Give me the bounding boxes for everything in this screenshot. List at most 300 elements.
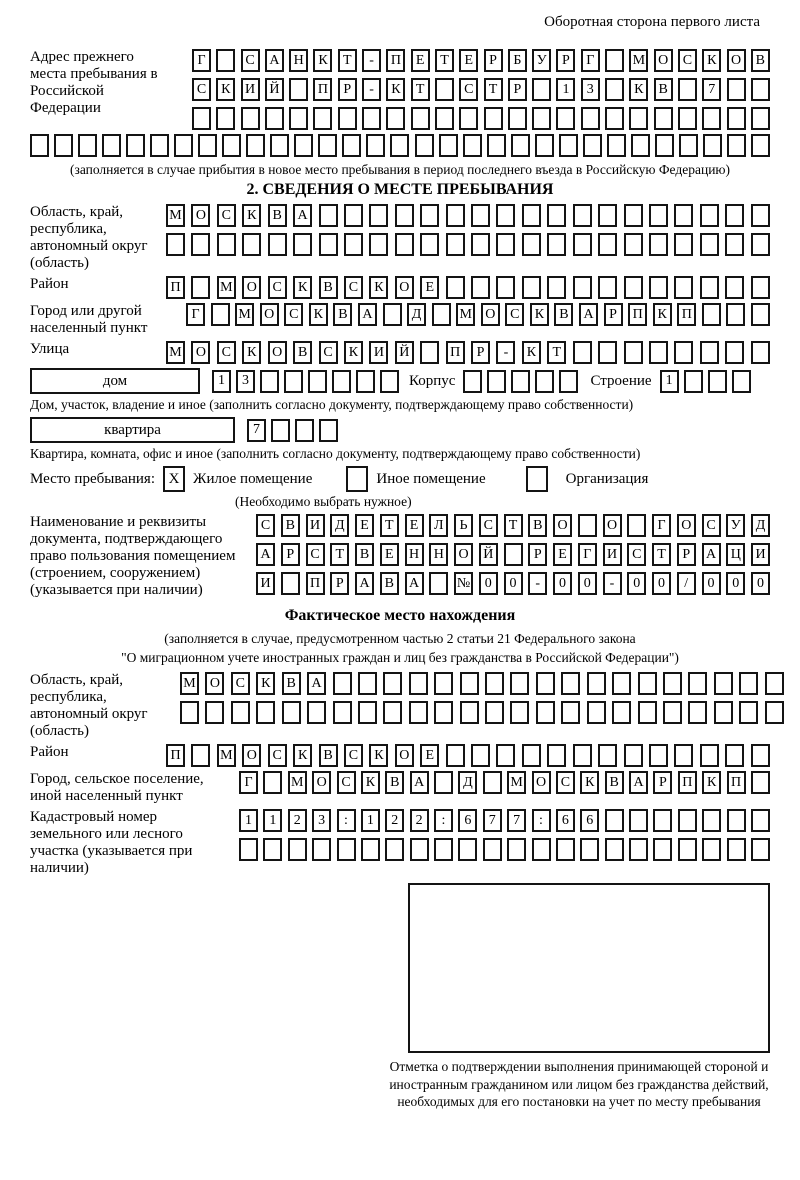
char-cell[interactable] <box>751 204 770 227</box>
char-cell[interactable] <box>483 771 502 794</box>
char-cell[interactable] <box>246 134 265 157</box>
char-cell[interactable] <box>624 341 643 364</box>
char-cell[interactable] <box>598 276 617 299</box>
char-cell[interactable] <box>561 672 580 695</box>
char-cell[interactable]: 0 <box>652 572 671 595</box>
char-cell[interactable] <box>446 233 465 256</box>
char-cell[interactable] <box>415 134 434 157</box>
char-cell[interactable]: 1 <box>556 78 575 101</box>
char-cell[interactable]: В <box>282 672 301 695</box>
char-cell[interactable]: 7 <box>507 809 526 832</box>
char-cell[interactable] <box>700 276 719 299</box>
char-cell[interactable] <box>446 204 465 227</box>
char-cell[interactable]: С <box>344 276 363 299</box>
char-cell[interactable] <box>649 744 668 767</box>
char-cell[interactable]: Г <box>581 49 600 72</box>
char-cell[interactable] <box>434 701 453 724</box>
char-cell[interactable] <box>725 233 744 256</box>
char-cell[interactable]: И <box>369 341 388 364</box>
char-cell[interactable] <box>463 370 482 393</box>
char-cell[interactable]: Н <box>405 543 424 566</box>
char-cell[interactable]: 2 <box>410 809 429 832</box>
char-cell[interactable]: Д <box>751 514 770 537</box>
char-cell[interactable]: Д <box>407 303 426 326</box>
char-cell[interactable]: 6 <box>580 809 599 832</box>
char-cell[interactable] <box>532 78 551 101</box>
char-cell[interactable]: К <box>309 303 328 326</box>
char-cell[interactable] <box>337 838 356 861</box>
char-cell[interactable] <box>573 204 592 227</box>
char-cell[interactable] <box>434 838 453 861</box>
char-cell[interactable] <box>663 701 682 724</box>
char-cell[interactable]: О <box>454 543 473 566</box>
char-cell[interactable] <box>765 672 784 695</box>
char-cell[interactable] <box>556 107 575 130</box>
char-cell[interactable] <box>191 744 210 767</box>
char-cell[interactable]: Р <box>281 543 300 566</box>
char-cell[interactable] <box>751 233 770 256</box>
char-cell[interactable]: В <box>268 204 287 227</box>
char-cell[interactable] <box>629 809 648 832</box>
house-type-box[interactable]: дом <box>30 368 200 394</box>
char-cell[interactable] <box>751 744 770 767</box>
char-cell[interactable]: В <box>385 771 404 794</box>
char-cell[interactable]: Г <box>578 543 597 566</box>
char-cell[interactable] <box>598 341 617 364</box>
char-cell[interactable] <box>765 701 784 724</box>
char-cell[interactable] <box>751 134 770 157</box>
char-cell[interactable] <box>725 276 744 299</box>
char-cell[interactable] <box>284 370 303 393</box>
char-cell[interactable]: А <box>629 771 648 794</box>
char-cell[interactable]: Г <box>652 514 671 537</box>
char-cell[interactable]: С <box>479 514 498 537</box>
char-cell[interactable] <box>191 233 210 256</box>
char-cell[interactable] <box>581 107 600 130</box>
char-cell[interactable] <box>383 701 402 724</box>
char-cell[interactable]: 2 <box>385 809 404 832</box>
char-cell[interactable] <box>333 672 352 695</box>
char-cell[interactable]: 6 <box>556 809 575 832</box>
char-cell[interactable] <box>344 204 363 227</box>
char-cell[interactable]: В <box>281 514 300 537</box>
char-cell[interactable]: И <box>751 543 770 566</box>
char-cell[interactable]: Д <box>458 771 477 794</box>
char-cell[interactable] <box>369 233 388 256</box>
char-cell[interactable] <box>624 744 643 767</box>
char-cell[interactable]: К <box>702 49 721 72</box>
char-cell[interactable] <box>688 701 707 724</box>
char-cell[interactable]: В <box>380 572 399 595</box>
char-cell[interactable] <box>295 419 314 442</box>
char-cell[interactable] <box>522 744 541 767</box>
char-cell[interactable] <box>522 204 541 227</box>
char-cell[interactable]: Й <box>265 78 284 101</box>
char-cell[interactable]: 0 <box>726 572 745 595</box>
char-cell[interactable]: С <box>556 771 575 794</box>
char-cell[interactable] <box>624 233 643 256</box>
char-cell[interactable]: Т <box>652 543 671 566</box>
char-cell[interactable] <box>282 701 301 724</box>
char-cell[interactable] <box>561 701 580 724</box>
char-cell[interactable] <box>536 701 555 724</box>
char-cell[interactable] <box>242 233 261 256</box>
char-cell[interactable]: 7 <box>483 809 502 832</box>
char-cell[interactable] <box>439 134 458 157</box>
char-cell[interactable] <box>727 107 746 130</box>
char-cell[interactable] <box>504 543 523 566</box>
char-cell[interactable]: О <box>395 276 414 299</box>
char-cell[interactable] <box>751 341 770 364</box>
char-cell[interactable] <box>211 303 230 326</box>
char-cell[interactable] <box>383 672 402 695</box>
char-cell[interactable] <box>471 744 490 767</box>
char-cell[interactable]: Т <box>330 543 349 566</box>
char-cell[interactable]: М <box>166 204 185 227</box>
char-cell[interactable] <box>605 107 624 130</box>
char-cell[interactable] <box>739 701 758 724</box>
char-cell[interactable] <box>319 233 338 256</box>
char-cell[interactable]: Е <box>411 49 430 72</box>
char-cell[interactable] <box>511 134 530 157</box>
char-cell[interactable] <box>700 744 719 767</box>
char-cell[interactable]: С <box>256 514 275 537</box>
char-cell[interactable]: Р <box>677 543 696 566</box>
char-cell[interactable] <box>263 838 282 861</box>
char-cell[interactable] <box>487 370 506 393</box>
char-cell[interactable] <box>725 341 744 364</box>
char-cell[interactable]: Т <box>504 514 523 537</box>
char-cell[interactable] <box>459 107 478 130</box>
char-cell[interactable] <box>420 341 439 364</box>
char-cell[interactable]: М <box>235 303 254 326</box>
char-cell[interactable]: К <box>369 744 388 767</box>
char-cell[interactable] <box>411 107 430 130</box>
char-cell[interactable]: Г <box>239 771 258 794</box>
char-cell[interactable] <box>460 701 479 724</box>
char-cell[interactable] <box>700 233 719 256</box>
char-cell[interactable]: О <box>481 303 500 326</box>
char-cell[interactable]: Е <box>420 276 439 299</box>
char-cell[interactable]: С <box>337 771 356 794</box>
char-cell[interactable] <box>702 809 721 832</box>
char-cell[interactable]: Л <box>429 514 448 537</box>
char-cell[interactable] <box>587 672 606 695</box>
char-cell[interactable] <box>638 672 657 695</box>
char-cell[interactable]: В <box>528 514 547 537</box>
char-cell[interactable] <box>420 233 439 256</box>
char-cell[interactable]: П <box>166 744 185 767</box>
char-cell[interactable] <box>605 49 624 72</box>
char-cell[interactable]: 7 <box>702 78 721 101</box>
char-cell[interactable]: О <box>268 341 287 364</box>
char-cell[interactable] <box>435 78 454 101</box>
char-cell[interactable]: К <box>313 49 332 72</box>
char-cell[interactable] <box>725 744 744 767</box>
char-cell[interactable] <box>700 341 719 364</box>
char-cell[interactable]: П <box>313 78 332 101</box>
char-cell[interactable]: В <box>751 49 770 72</box>
char-cell[interactable] <box>496 744 515 767</box>
char-cell[interactable] <box>293 233 312 256</box>
char-cell[interactable] <box>559 134 578 157</box>
char-cell[interactable] <box>751 78 770 101</box>
char-cell[interactable] <box>547 744 566 767</box>
char-cell[interactable] <box>649 233 668 256</box>
char-cell[interactable]: О <box>260 303 279 326</box>
char-cell[interactable] <box>583 134 602 157</box>
char-cell[interactable]: 0 <box>578 572 597 595</box>
char-cell[interactable] <box>496 233 515 256</box>
char-cell[interactable]: 1 <box>263 809 282 832</box>
char-cell[interactable] <box>739 672 758 695</box>
char-cell[interactable]: С <box>217 341 236 364</box>
char-cell[interactable] <box>307 701 326 724</box>
char-cell[interactable] <box>624 276 643 299</box>
char-cell[interactable]: К <box>702 771 721 794</box>
char-cell[interactable] <box>703 134 722 157</box>
char-cell[interactable] <box>547 204 566 227</box>
char-cell[interactable]: В <box>333 303 352 326</box>
char-cell[interactable]: И <box>603 543 622 566</box>
char-cell[interactable]: Т <box>435 49 454 72</box>
char-cell[interactable]: А <box>410 771 429 794</box>
char-cell[interactable]: О <box>677 514 696 537</box>
char-cell[interactable]: И <box>241 78 260 101</box>
char-cell[interactable]: С <box>284 303 303 326</box>
char-cell[interactable]: П <box>386 49 405 72</box>
char-cell[interactable] <box>485 672 504 695</box>
char-cell[interactable]: О <box>532 771 551 794</box>
char-cell[interactable] <box>678 107 697 130</box>
char-cell[interactable] <box>674 276 693 299</box>
char-cell[interactable] <box>751 838 770 861</box>
char-cell[interactable] <box>386 107 405 130</box>
char-cell[interactable] <box>511 370 530 393</box>
char-cell[interactable]: О <box>727 49 746 72</box>
char-cell[interactable]: 0 <box>553 572 572 595</box>
char-cell[interactable] <box>383 303 402 326</box>
char-cell[interactable]: С <box>268 276 287 299</box>
char-cell[interactable] <box>678 809 697 832</box>
char-cell[interactable]: А <box>256 543 275 566</box>
char-cell[interactable]: Р <box>653 771 672 794</box>
char-cell[interactable]: № <box>454 572 473 595</box>
char-cell[interactable]: Т <box>484 78 503 101</box>
char-cell[interactable] <box>535 370 554 393</box>
char-cell[interactable] <box>239 838 258 861</box>
char-cell[interactable] <box>180 701 199 724</box>
char-cell[interactable]: Е <box>355 514 374 537</box>
char-cell[interactable] <box>522 233 541 256</box>
char-cell[interactable] <box>654 107 673 130</box>
char-cell[interactable]: 0 <box>627 572 646 595</box>
char-cell[interactable]: А <box>293 204 312 227</box>
char-cell[interactable] <box>217 233 236 256</box>
char-cell[interactable] <box>674 341 693 364</box>
char-cell[interactable] <box>535 134 554 157</box>
char-cell[interactable] <box>471 233 490 256</box>
char-cell[interactable] <box>679 134 698 157</box>
char-cell[interactable]: М <box>166 341 185 364</box>
char-cell[interactable] <box>714 701 733 724</box>
char-cell[interactable] <box>333 701 352 724</box>
char-cell[interactable] <box>463 134 482 157</box>
char-cell[interactable]: П <box>727 771 746 794</box>
char-cell[interactable]: О <box>242 276 261 299</box>
char-cell[interactable]: 1 <box>361 809 380 832</box>
char-cell[interactable] <box>268 233 287 256</box>
char-cell[interactable] <box>627 514 646 537</box>
char-cell[interactable] <box>344 233 363 256</box>
char-cell[interactable] <box>649 276 668 299</box>
char-cell[interactable] <box>174 134 193 157</box>
char-cell[interactable] <box>751 303 770 326</box>
char-cell[interactable]: П <box>677 303 696 326</box>
char-cell[interactable] <box>126 134 145 157</box>
char-cell[interactable] <box>410 838 429 861</box>
char-cell[interactable] <box>231 701 250 724</box>
char-cell[interactable] <box>358 701 377 724</box>
char-cell[interactable]: С <box>241 49 260 72</box>
char-cell[interactable] <box>471 276 490 299</box>
char-cell[interactable] <box>751 107 770 130</box>
char-cell[interactable]: Е <box>459 49 478 72</box>
char-cell[interactable]: Р <box>604 303 623 326</box>
char-cell[interactable]: 0 <box>702 572 721 595</box>
char-cell[interactable]: : <box>532 809 551 832</box>
char-cell[interactable]: С <box>192 78 211 101</box>
char-cell[interactable]: Г <box>192 49 211 72</box>
char-cell[interactable]: Р <box>528 543 547 566</box>
char-cell[interactable]: - <box>362 49 381 72</box>
char-cell[interactable] <box>532 838 551 861</box>
char-cell[interactable]: М <box>456 303 475 326</box>
char-cell[interactable] <box>678 78 697 101</box>
char-cell[interactable] <box>358 672 377 695</box>
char-cell[interactable] <box>629 838 648 861</box>
char-cell[interactable] <box>395 204 414 227</box>
char-cell[interactable] <box>319 204 338 227</box>
char-cell[interactable]: К <box>361 771 380 794</box>
char-cell[interactable]: - <box>603 572 622 595</box>
char-cell[interactable]: М <box>507 771 526 794</box>
char-cell[interactable]: В <box>605 771 624 794</box>
char-cell[interactable] <box>191 276 210 299</box>
char-cell[interactable] <box>510 701 529 724</box>
char-cell[interactable]: Е <box>405 514 424 537</box>
char-cell[interactable]: М <box>629 49 648 72</box>
char-cell[interactable]: А <box>355 572 374 595</box>
char-cell[interactable]: П <box>678 771 697 794</box>
char-cell[interactable]: 6 <box>458 809 477 832</box>
char-cell[interactable]: А <box>579 303 598 326</box>
char-cell[interactable] <box>260 370 279 393</box>
char-cell[interactable]: 1 <box>212 370 231 393</box>
char-cell[interactable] <box>587 701 606 724</box>
char-cell[interactable]: К <box>344 341 363 364</box>
char-cell[interactable]: С <box>702 514 721 537</box>
char-cell[interactable]: : <box>434 809 453 832</box>
apartment-type-box[interactable]: квартира <box>30 417 235 443</box>
char-cell[interactable]: Р <box>338 78 357 101</box>
char-cell[interactable]: Р <box>330 572 349 595</box>
char-cell[interactable]: П <box>166 276 185 299</box>
checkbox-organization[interactable] <box>526 466 548 492</box>
char-cell[interactable] <box>265 107 284 130</box>
char-cell[interactable] <box>702 838 721 861</box>
char-cell[interactable]: С <box>344 744 363 767</box>
char-cell[interactable]: К <box>580 771 599 794</box>
char-cell[interactable] <box>751 771 770 794</box>
char-cell[interactable]: 1 <box>239 809 258 832</box>
char-cell[interactable] <box>460 672 479 695</box>
char-cell[interactable] <box>532 107 551 130</box>
char-cell[interactable] <box>598 233 617 256</box>
char-cell[interactable] <box>289 78 308 101</box>
char-cell[interactable] <box>432 303 451 326</box>
char-cell[interactable]: 0 <box>751 572 770 595</box>
char-cell[interactable]: П <box>446 341 465 364</box>
char-cell[interactable]: М <box>217 744 236 767</box>
char-cell[interactable] <box>536 672 555 695</box>
char-cell[interactable] <box>573 276 592 299</box>
char-cell[interactable] <box>708 370 727 393</box>
char-cell[interactable] <box>725 204 744 227</box>
char-cell[interactable]: М <box>288 771 307 794</box>
char-cell[interactable]: С <box>319 341 338 364</box>
char-cell[interactable] <box>631 134 650 157</box>
char-cell[interactable]: К <box>256 672 275 695</box>
char-cell[interactable]: О <box>553 514 572 537</box>
char-cell[interactable]: У <box>726 514 745 537</box>
char-cell[interactable]: О <box>603 514 622 537</box>
char-cell[interactable] <box>446 744 465 767</box>
char-cell[interactable]: И <box>256 572 275 595</box>
char-cell[interactable]: 7 <box>247 419 266 442</box>
char-cell[interactable]: П <box>306 572 325 595</box>
char-cell[interactable] <box>684 370 703 393</box>
char-cell[interactable]: Ц <box>726 543 745 566</box>
char-cell[interactable] <box>624 204 643 227</box>
char-cell[interactable]: 1 <box>660 370 679 393</box>
char-cell[interactable]: 0 <box>479 572 498 595</box>
char-cell[interactable] <box>508 107 527 130</box>
char-cell[interactable] <box>434 771 453 794</box>
char-cell[interactable]: Н <box>289 49 308 72</box>
char-cell[interactable]: - <box>528 572 547 595</box>
char-cell[interactable] <box>751 276 770 299</box>
char-cell[interactable] <box>674 204 693 227</box>
char-cell[interactable]: А <box>405 572 424 595</box>
char-cell[interactable] <box>192 107 211 130</box>
char-cell[interactable]: С <box>678 49 697 72</box>
char-cell[interactable]: Т <box>547 341 566 364</box>
char-cell[interactable] <box>573 744 592 767</box>
char-cell[interactable]: В <box>319 744 338 767</box>
char-cell[interactable] <box>216 49 235 72</box>
checkbox-residential[interactable]: X <box>163 466 185 492</box>
char-cell[interactable]: 3 <box>581 78 600 101</box>
char-cell[interactable] <box>638 701 657 724</box>
char-cell[interactable] <box>522 276 541 299</box>
char-cell[interactable] <box>547 276 566 299</box>
char-cell[interactable] <box>319 419 338 442</box>
char-cell[interactable] <box>688 672 707 695</box>
char-cell[interactable] <box>356 370 375 393</box>
char-cell[interactable]: Р <box>508 78 527 101</box>
char-cell[interactable]: Й <box>395 341 414 364</box>
